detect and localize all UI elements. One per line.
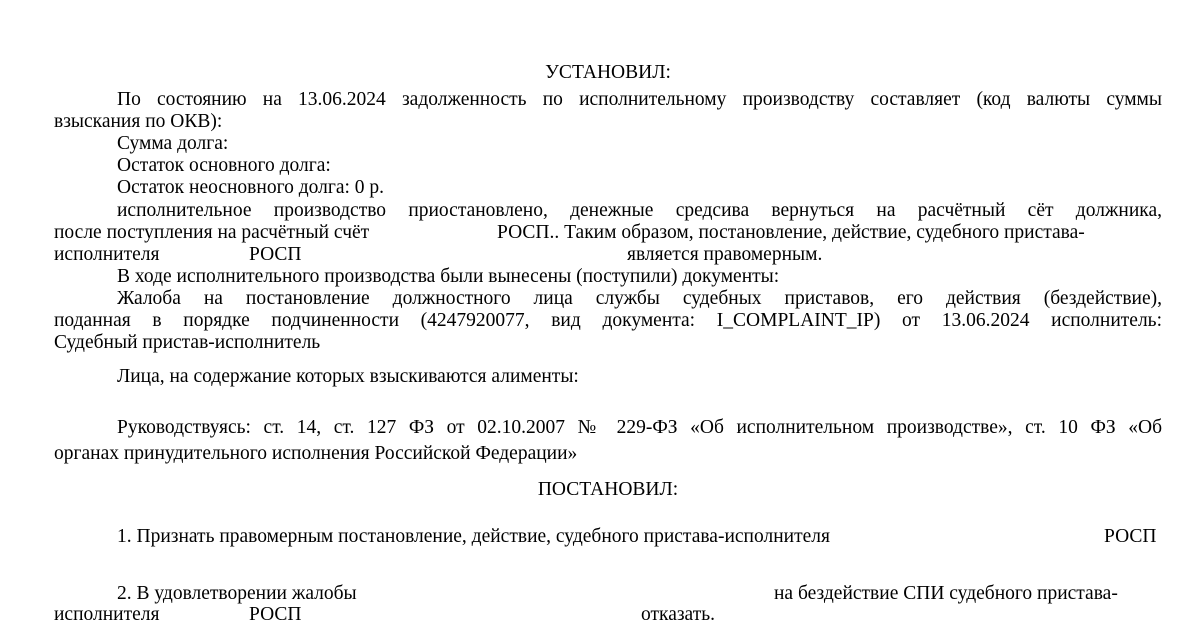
item2-line2b: РОСП <box>249 604 302 625</box>
documents-intro: В ходе исполнительного производства были вынесены (поступили) документы: <box>117 266 780 287</box>
paragraph-suspended-line2b: РОСП.. Таким образом, постановление, действие, судебного пристава- <box>497 222 1085 243</box>
item2-text-b: на бездействие СПИ судебного пристава- <box>774 583 1118 604</box>
heading-established: УСТАНОВИЛ: <box>545 62 671 83</box>
alimony-label: Лица, на содержание которых взыскиваются алименты: <box>117 366 579 387</box>
item2-line2c: отказать. <box>641 604 715 625</box>
debt-sum-label: Сумма долга: <box>117 133 229 154</box>
item1-rosp: РОСП <box>1104 526 1157 547</box>
paragraph-suspended-line3c: является правомерным. <box>627 244 823 265</box>
paragraph-suspended-line3a: исполнителя <box>54 244 160 265</box>
complaint-line2: поданная в порядке подчиненности (4247920077, вид документа: I_COMPLAINT_IP) от 13.06.2024 исполнитель: <box>54 310 1162 331</box>
nonmain-remainder-label: Остаток неосновного долга: 0 р. <box>117 177 385 198</box>
paragraph-debt-line2: взыскания по ОКВ): <box>54 111 223 132</box>
paragraph-suspended-line3b: РОСП <box>249 244 302 265</box>
paragraph-debt-line1: По состоянию на 13.06.2024 задолженность по исполнительному производству составляет (код валюты суммы <box>117 89 1162 110</box>
paragraph-suspended-line2a: после поступления на расчётный счёт <box>54 222 370 243</box>
item2-line2a: исполнителя <box>54 604 160 625</box>
complaint-line1: Жалоба на постановление должностного лица службы судебных приставов, его действия (бездействие), <box>117 288 1162 309</box>
guided-line1: Руководствуясь: ст. 14, ст. 127 ФЗ от 02.10.2007 № 229-ФЗ «Об исполнительном производстве», ст. 10 ФЗ «Об <box>117 417 1162 438</box>
paragraph-suspended-line1: исполнительное производство приостановлено, денежные средсива вернуться на расчётный сёт должника, <box>117 200 1162 221</box>
complaint-line3: Судебный пристав-исполнитель <box>54 332 321 353</box>
guided-line2: органах принудительного исполнения Российской Федерации» <box>54 443 578 464</box>
item1-text: 1. Признать правомерным постановление, действие, судебного пристава-исполнителя <box>117 526 830 547</box>
heading-resolved: ПОСТАНОВИЛ: <box>537 479 679 500</box>
item2-text-a: 2. В удовлетворении жалобы <box>117 583 357 604</box>
main-remainder-label: Остаток основного долга: <box>117 155 331 176</box>
